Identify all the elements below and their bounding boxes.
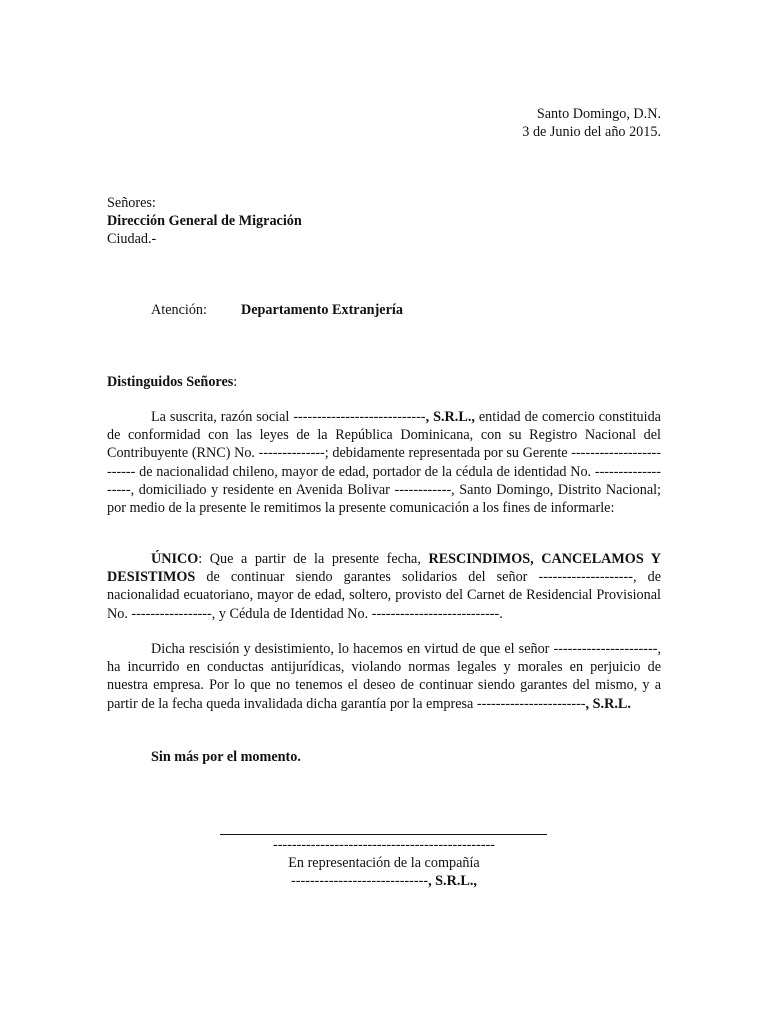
p3-text-a: Dicha rescisión y desistimiento, lo hacemos en virtud de que el señor ----------------------, ha incurrido en conductas antijurídicas, violando normas legales y morales en perjuicio de nuestra empresa. Por lo que no tenemos el deseo de continuar siendo garantes del mismo, y a partir de la fecha queda invalidada dicha garantía por la empresa ----------------------- bbox=[107, 641, 661, 712]
recipient-city: Ciudad.- bbox=[107, 231, 157, 247]
greeting bbox=[107, 373, 237, 391]
signature-company-placeholder: ----------------------------- bbox=[291, 873, 429, 889]
greeting-text: Distinguidos Señores bbox=[107, 374, 234, 390]
p2-text-a: : Que a partir de la presente fecha, bbox=[198, 551, 429, 567]
p2-text-c: de continuar siendo garantes solidarios del señor --------------------, de nacionalidad ecuatoriano, mayor de edad, soltero, provisto del Carnet de Residencial Provisional No. -----------------, y Cédula de Identidad No. ---------------------------. bbox=[107, 569, 661, 622]
signature-company-suffix: , S.R.L., bbox=[428, 873, 477, 889]
signature-company bbox=[220, 872, 548, 890]
body-paragraph-1 bbox=[107, 408, 661, 517]
p1-company-suffix: , S.R.L., bbox=[425, 409, 475, 425]
p1-text-a: La suscrita, razón social ---------------------------- bbox=[151, 409, 426, 425]
body-paragraph-3 bbox=[107, 640, 661, 713]
p3-company-suffix: , S.R.L. bbox=[585, 695, 631, 712]
attention-label: Atención: bbox=[151, 302, 207, 318]
attention-department: Departamento Extranjería bbox=[241, 302, 403, 318]
letter-date: 3 de Junio del año 2015. bbox=[522, 124, 661, 140]
recipient-salutation: Señores: bbox=[107, 195, 156, 211]
body-paragraph-2 bbox=[107, 550, 661, 623]
p1-text-c: entidad de comercio constituida de conformidad con las leyes de la República Dominicana, con su Registro Nacional del Contribuyente (RNC) No. --------------; debidamente representada por su Gerente ------------------------- de nacionalidad chileno, mayor de edad, portador de la cédula de identidad No. -------------------, domiciliado y residente en Avenida Bolivar ------------, Santo Domingo, Distrito Nacional; por medio de la presente le remitimos la presente comunicación a los fines de informarle: bbox=[107, 409, 661, 517]
signature-representation: En representación de la compañía bbox=[288, 855, 480, 871]
p2-emphasis: RESCINDIMOS, CANCELAMOS Y DESISTIMOS bbox=[107, 551, 661, 586]
greeting-colon: : bbox=[233, 374, 238, 390]
signature-name-placeholder: ----------------------------------------------- bbox=[272, 837, 496, 853]
recipient-organization: Dirección General de Migración bbox=[107, 213, 302, 229]
closing-line: Sin más por el momento. bbox=[151, 749, 301, 765]
letter-place: Santo Domingo, D.N. bbox=[536, 106, 661, 122]
p2-label: ÚNICO bbox=[151, 551, 199, 567]
signature-line bbox=[220, 834, 547, 835]
